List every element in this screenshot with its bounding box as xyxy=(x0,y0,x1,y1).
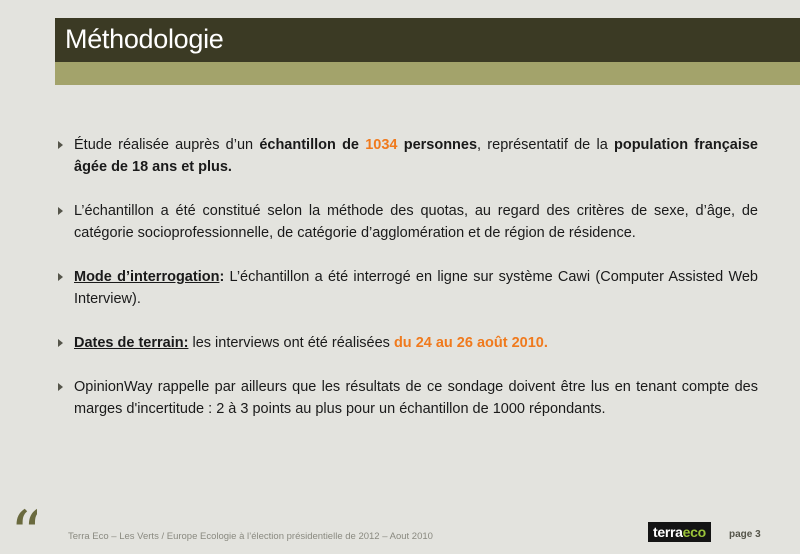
sample-size-value: 1034 xyxy=(365,137,398,153)
page-number: page 3 xyxy=(729,529,761,540)
bullet-text: les interviews ont été réalisées xyxy=(188,335,394,351)
quote-mark-icon: “ xyxy=(10,503,37,543)
header-accent-strip xyxy=(55,62,800,85)
methodology-list xyxy=(56,134,758,420)
footer-caption: Terra Eco – Les Verts / Europe Ecologie à l’élection présidentielle de 2012 – Aout 2010 xyxy=(68,531,433,542)
bullet-interview-mode xyxy=(56,266,758,310)
bullet-margin-of-error xyxy=(56,376,758,420)
bullet-arrow-icon xyxy=(58,207,63,215)
bullet-text: L’échantillon a été constitué selon la méthode des quotas, au regard des critères de sexe, d’âge, de catégorie socioprofessionnelle, de catégorie d’agglomération et de région de résidence. xyxy=(74,203,758,241)
bullet-sample xyxy=(56,134,758,178)
bullet-arrow-icon xyxy=(58,141,63,149)
bullet-colon: : xyxy=(219,269,225,285)
field-dates-value: du 24 au 26 août 2010 xyxy=(393,335,544,351)
title-bar xyxy=(55,18,800,62)
bullet-bold-text: population française âgée de 18 ans et plus. xyxy=(74,137,758,175)
bullet-bold-text: échantillon de xyxy=(259,137,366,153)
bullet-period: . xyxy=(543,335,548,351)
bullet-text: Étude réalisée auprès d’un xyxy=(74,137,260,153)
bullet-bold-text: personnes xyxy=(397,137,478,153)
bullet-field-dates xyxy=(56,332,758,354)
bullet-arrow-icon xyxy=(58,339,63,347)
bullet-heading: Mode d’interrogation xyxy=(74,269,220,285)
page-title: Méthodologie xyxy=(65,24,224,54)
bullet-arrow-icon xyxy=(58,273,63,281)
logo-text-terra: terra xyxy=(653,524,683,540)
bullet-text: , représentatif de la xyxy=(477,137,614,153)
bullet-text: OpinionWay rappelle par ailleurs que les résultats de ce sondage doivent être lus en tenant compte des marges d'incertitude : 2 à 3 points au plus pour un échantillon de 1000 répondants. xyxy=(74,379,758,417)
bullet-heading: Dates de terrain: xyxy=(74,335,189,351)
bullet-quotas xyxy=(56,200,758,244)
bullet-arrow-icon xyxy=(58,383,63,391)
bullet-text: L’échantillon a été interrogé en ligne sur système Cawi (Computer Assisted Web Interview). xyxy=(74,269,758,307)
terraeco-logo xyxy=(648,522,711,542)
logo-text-eco: eco xyxy=(682,524,706,540)
